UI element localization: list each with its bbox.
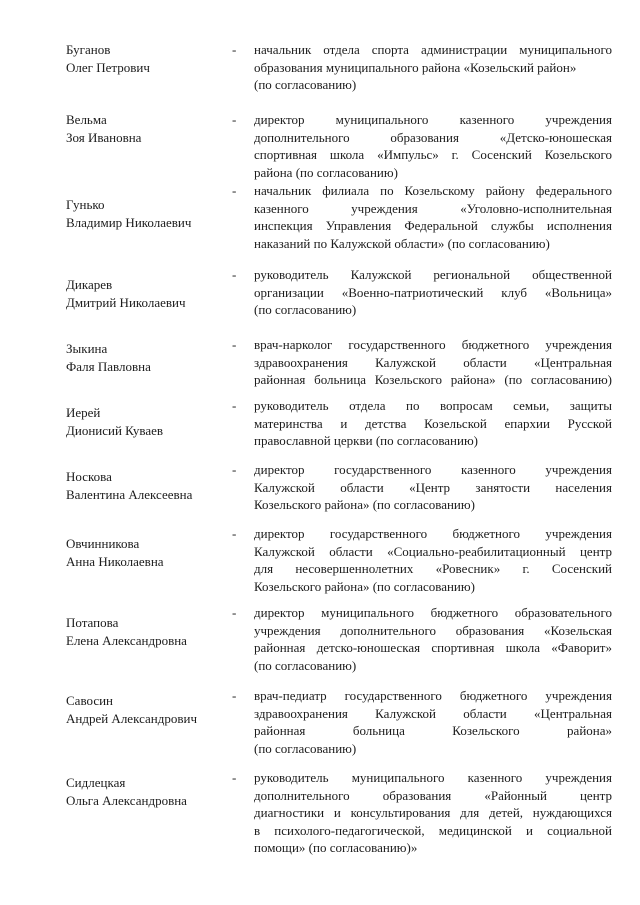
member-given-name: Анна Николаевна (66, 553, 164, 569)
member-role (254, 182, 612, 252)
member-role (254, 266, 612, 319)
role-line: руководитель Калужской региональной общественной (254, 267, 612, 282)
dash-separator: - (232, 688, 237, 703)
role-line: спортивная школа «Импульс» г. Сосенский Козельского (254, 147, 612, 162)
role-line: Калужской области «Социально-реабилитационный центр (254, 543, 612, 559)
member-surname: Гунько (66, 197, 105, 212)
member-name (66, 468, 231, 503)
member-role (254, 687, 612, 757)
role-line: для несовершеннолетних «Ровесник» г. Сосенский (254, 561, 612, 576)
dash-separator: - (232, 462, 237, 477)
member-surname: Буганов (66, 42, 111, 57)
member-role (254, 336, 612, 389)
member-name (66, 404, 231, 439)
role-line: директор государственного бюджетного учреждения (254, 526, 612, 541)
role-line: врач-нарколог государственного бюджетного учреждения (254, 337, 612, 352)
role-line: инспекция Управления Федеральной службы исполнения (254, 218, 612, 233)
role-line: здравоохранения Калужской области «Центральная (254, 705, 612, 721)
dash-separator: - (232, 605, 237, 620)
member-given-name: Фаля Павловна (66, 358, 151, 374)
dash-separator: - (232, 398, 237, 413)
member-given-name: Олег Петрович (66, 59, 150, 75)
role-line: директор государственного казенного учреждения (254, 462, 612, 477)
member-surname: Носкова (66, 469, 112, 484)
role-line: директор муниципального бюджетного образовательного (254, 605, 612, 620)
dash-separator: - (232, 770, 237, 785)
dash-separator: - (232, 183, 237, 198)
member-name (66, 111, 231, 146)
member-name (66, 41, 231, 76)
member-given-name: Дмитрий Николаевич (66, 294, 186, 310)
member-role (254, 111, 612, 181)
role-line: (по согласованию) (254, 302, 357, 317)
role-line: начальник филиала по Козельскому району федерального (254, 183, 612, 198)
member-surname: Иерей (66, 405, 101, 420)
role-line: районная больница Козельского района» (по согласованию) (254, 372, 612, 387)
role-line: учреждения дополнительного образования «Козельская (254, 622, 612, 638)
member-given-name: Андрей Александрович (66, 710, 197, 726)
role-line: (по согласованию) (254, 740, 357, 756)
member-given-name: Елена Александровна (66, 632, 187, 648)
role-line: (по согласованию) (254, 657, 357, 673)
role-line: материнства и детства Козельской епархии Русской (254, 415, 612, 431)
member-given-name: Дионисий Куваев (66, 422, 164, 438)
member-surname: Савосин (66, 693, 113, 708)
role-line: директор муниципального казенного учреждения (254, 112, 612, 127)
role-line: районная больница Козельского района» (254, 723, 612, 738)
dash-separator: - (232, 42, 237, 57)
member-name (66, 196, 231, 231)
dash-separator: - (232, 112, 237, 127)
role-line: Козельского района» (по согласованию) (254, 578, 475, 594)
role-line: районная детско-юношеская спортивная школа «Фаворит» (254, 640, 612, 655)
dash-separator: - (232, 526, 237, 541)
role-line: образования муниципального района «Козельский район» (254, 59, 577, 75)
member-role (254, 41, 612, 94)
role-line: начальник отдела спорта администрации муниципального (254, 42, 612, 57)
role-line: Козельского района» (по согласованию) (254, 497, 475, 512)
role-line: наказаний по Калужской области» (по согласованию) (254, 235, 550, 251)
member-surname: Потапова (66, 615, 119, 630)
member-surname: Сидлецкая (66, 775, 126, 790)
member-role (254, 769, 612, 857)
role-line: казенного учреждения «Уголовно-исполнительная (254, 200, 612, 216)
role-line: руководитель отдела по вопросам семьи, защиты (254, 398, 612, 413)
member-name (66, 614, 231, 649)
role-line: дополнительного образования «Детско-юношеская (254, 129, 612, 145)
role-line: дополнительного образования «Районный центр (254, 787, 612, 803)
role-line: диагностики и консультирования для детей, нуждающихся (254, 805, 612, 820)
member-role (254, 461, 612, 514)
role-line: в психолого-педагогической, медицинской и социальной (254, 822, 612, 838)
member-role (254, 525, 612, 595)
member-given-name: Валентина Алексеевна (66, 486, 193, 502)
member-given-name: Ольга Александровна (66, 792, 187, 808)
role-line: организации «Военно-патриотический клуб «Вольница» (254, 284, 612, 300)
role-line: (по согласованию) (254, 77, 357, 92)
member-surname: Дикарев (66, 277, 113, 292)
role-line: района (по согласованию) (254, 164, 398, 180)
role-line: Калужской области «Центр занятости населения (254, 479, 612, 495)
member-name (66, 276, 231, 311)
role-line: врач-педиатр государственного бюджетного учреждения (254, 688, 612, 703)
role-line: руководитель муниципального казенного учреждения (254, 770, 612, 785)
member-surname: Зыкина (66, 341, 108, 356)
role-line: православной церкви (по согласованию) (254, 433, 479, 448)
member-surname: Овчинникова (66, 536, 140, 551)
member-name (66, 774, 231, 809)
member-name (66, 340, 231, 375)
member-given-name: Зоя Ивановна (66, 129, 142, 145)
member-name (66, 692, 231, 727)
member-surname: Вельма (66, 112, 107, 127)
dash-separator: - (232, 267, 237, 282)
member-role (254, 397, 612, 450)
dash-separator: - (232, 337, 237, 352)
role-line: здравоохранения Калужской области «Центральная (254, 354, 612, 370)
member-role (254, 604, 612, 674)
member-given-name: Владимир Николаевич (66, 214, 192, 230)
role-line: помощи» (по согласованию)» (254, 840, 418, 855)
member-name (66, 535, 231, 570)
